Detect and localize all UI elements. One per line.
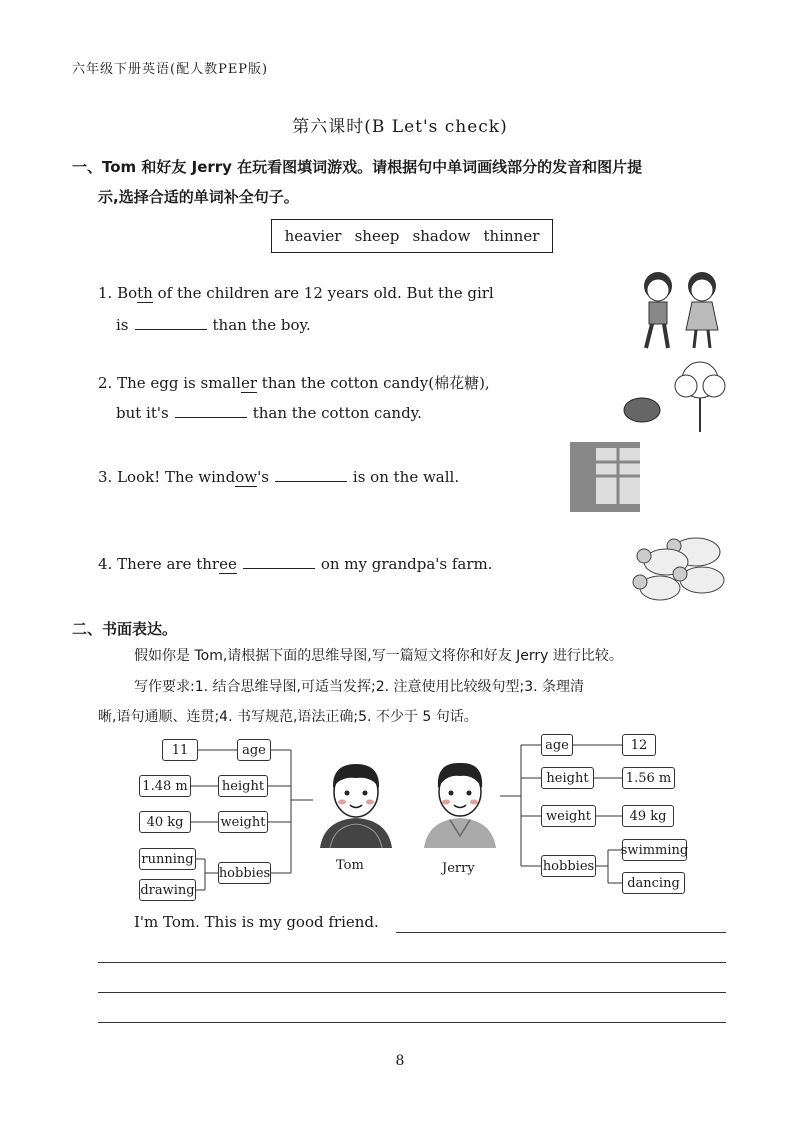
- question-3-line: 3. Look! The window's is on the wall.: [98, 468, 460, 486]
- jerry-portrait: [420, 758, 500, 848]
- underlined-sound: ee: [219, 555, 237, 573]
- section1-title-line1: 一、Tom 和好友 Jerry 在玩看图填词游戏。请根据句中单词画线部分的发音和图片提: [72, 158, 643, 176]
- jerry-caption: Jerry: [442, 861, 475, 876]
- tom-weight-value: 40 kg: [139, 811, 191, 833]
- writing-requirements-line2: 晰,语句通顺、连贯;4. 书写规范,语法正确;5. 不少于 5 句话。: [98, 709, 478, 725]
- lesson-title: 第六课时(B Let's check): [292, 117, 508, 137]
- page-header: 六年级下册英语(配人教PEP版): [72, 62, 269, 77]
- tom-height-value: 1.48 m: [139, 775, 191, 797]
- word-shadow: shadow: [412, 227, 471, 245]
- section2-title: 二、书面表达。: [72, 620, 178, 638]
- jerry-hobby-swimming: swimming: [622, 839, 687, 861]
- jerry-hobbies-label: hobbies: [541, 855, 596, 877]
- question-1-line2: is than the boy.: [116, 316, 311, 334]
- tom-hobby-drawing: drawing: [139, 879, 196, 901]
- underlined-sound: ow: [235, 468, 258, 486]
- question-1-line1: 1. Both of the children are 12 years old. But the girl: [98, 284, 494, 302]
- tom-age-value: 11: [162, 739, 198, 761]
- tom-weight-label: weight: [218, 811, 268, 833]
- writing-line-1[interactable]: [396, 932, 726, 933]
- jerry-weight-label: weight: [541, 805, 596, 827]
- jerry-height-value: 1.56 m: [622, 767, 675, 789]
- writing-starter: I'm Tom. This is my good friend.: [134, 913, 379, 931]
- underlined-sound: er: [240, 374, 258, 392]
- section2-instruction: 假如你是 Tom,请根据下面的思维导图,写一篇短文将你和好友 Jerry 进行比较。: [134, 648, 623, 664]
- jerry-age-label: age: [541, 734, 573, 756]
- question-4-line: 4. There are three on my grandpa's farm.: [98, 555, 493, 573]
- writing-requirements-line1: 写作要求:1. 结合思维导图,可适当发挥;2. 注意使用比较级句型;3. 条理清: [134, 679, 585, 695]
- jerry-age-value: 12: [622, 734, 656, 756]
- underlined-sound: th: [137, 284, 153, 302]
- jerry-height-label: height: [541, 767, 594, 789]
- tom-height-label: height: [218, 775, 268, 797]
- jerry-weight-value: 49 kg: [622, 805, 674, 827]
- page-number: 8: [395, 1053, 405, 1069]
- jerry-hobby-dancing: dancing: [622, 872, 685, 894]
- word-sheep: sheep: [354, 227, 400, 245]
- tom-age-label: age: [237, 739, 271, 761]
- writing-line-2[interactable]: [98, 962, 726, 963]
- word-thinner: thinner: [483, 227, 540, 245]
- tom-hobby-running: running: [139, 848, 196, 870]
- tom-caption: Tom: [336, 858, 364, 873]
- section1-title-line2: 示,选择合适的单词补全句子。: [98, 188, 299, 206]
- word-heavier: heavier: [284, 227, 342, 245]
- question-2-line1: 2. The egg is smaller than the cotton candy(棉花糖),: [98, 374, 490, 392]
- tom-portrait: [316, 758, 396, 848]
- writing-line-4[interactable]: [98, 1022, 726, 1023]
- tom-hobbies-label: hobbies: [218, 862, 271, 884]
- writing-line-3[interactable]: [98, 992, 726, 993]
- question-2-line2: but it's than the cotton candy.: [116, 404, 422, 422]
